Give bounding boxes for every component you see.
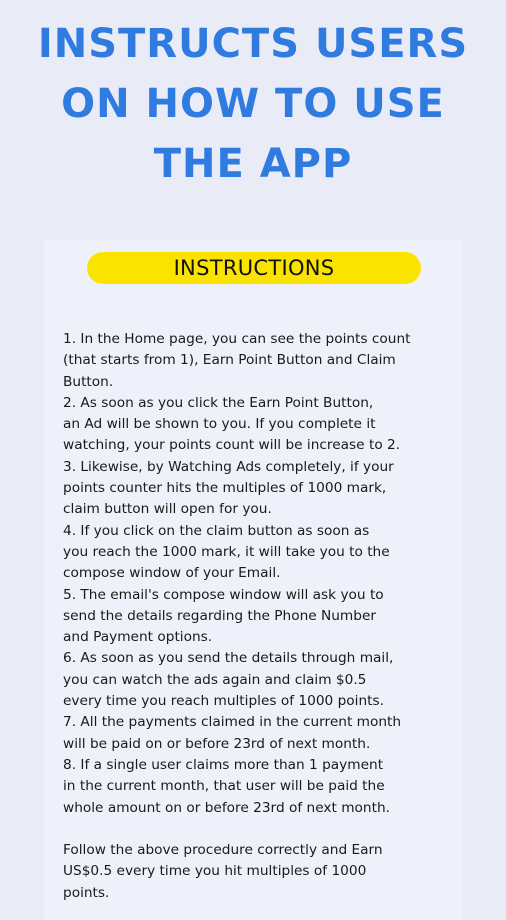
instruction-line: will be paid on or before 23rd of next month. [63, 735, 371, 752]
instruction-line: in the current month, that user will be paid the [63, 778, 385, 795]
instruction-line: 5. The email's compose window will ask you to [63, 586, 384, 603]
instruction-line: Button. [63, 373, 114, 390]
headline-line-3: THE APP [153, 141, 353, 187]
instruction-line: every time you reach multiples of 1000 points. [63, 693, 384, 710]
instruction-line: 4. If you click on the claim button as soon as [63, 522, 370, 539]
instruction-line: whole amount on or before 23rd of next month. [63, 799, 390, 816]
headline-line-2: ON HOW TO USE [61, 81, 445, 127]
instruction-line: you can watch the ads again and claim $0.5 [63, 671, 367, 688]
instruction-line: claim button will open for you. [63, 501, 272, 518]
instruction-line: points counter hits the multiples of 1000 mark, [63, 480, 387, 497]
instructions-text [63, 329, 455, 904]
instruction-line: 3. Likewise, by Watching Ads completely, if your [63, 458, 394, 475]
instruction-line: and Payment options. [63, 629, 213, 646]
instruction-line: 1. In the Home page, you can see the points count [63, 331, 411, 347]
footer-line: points. [63, 884, 110, 901]
instruction-line: an Ad will be shown to you. If you complete it [63, 416, 376, 433]
instruction-line: send the details regarding the Phone Number [63, 607, 376, 624]
paragraph-spacer [63, 819, 455, 840]
instruction-line: (that starts from 1), Earn Point Button and Claim [63, 352, 396, 369]
footer-line: US$0.5 every time you hit multiples of 1000 [63, 863, 367, 880]
instruction-line: you reach the 1000 mark, it will take you to the [63, 543, 390, 560]
instruction-line: 6. As soon as you send the details through mail, [63, 650, 394, 667]
instructions-title-badge: INSTRUCTIONS [87, 252, 421, 284]
instructions-card [44, 240, 462, 920]
headline-line-1: INSTRUCTS USERS [37, 21, 469, 67]
instruction-line: compose window of your Email. [63, 565, 281, 582]
headline [0, 14, 506, 194]
instruction-line: 8. If a single user claims more than 1 payment [63, 756, 384, 773]
instruction-line: 2. As soon as you click the Earn Point Button, [63, 394, 374, 411]
footer-line: Follow the above procedure correctly and Earn [63, 842, 383, 859]
instruction-line: watching, your points count will be increase to 2. [63, 437, 401, 454]
instruction-line: 7. All the payments claimed in the current month [63, 714, 402, 731]
